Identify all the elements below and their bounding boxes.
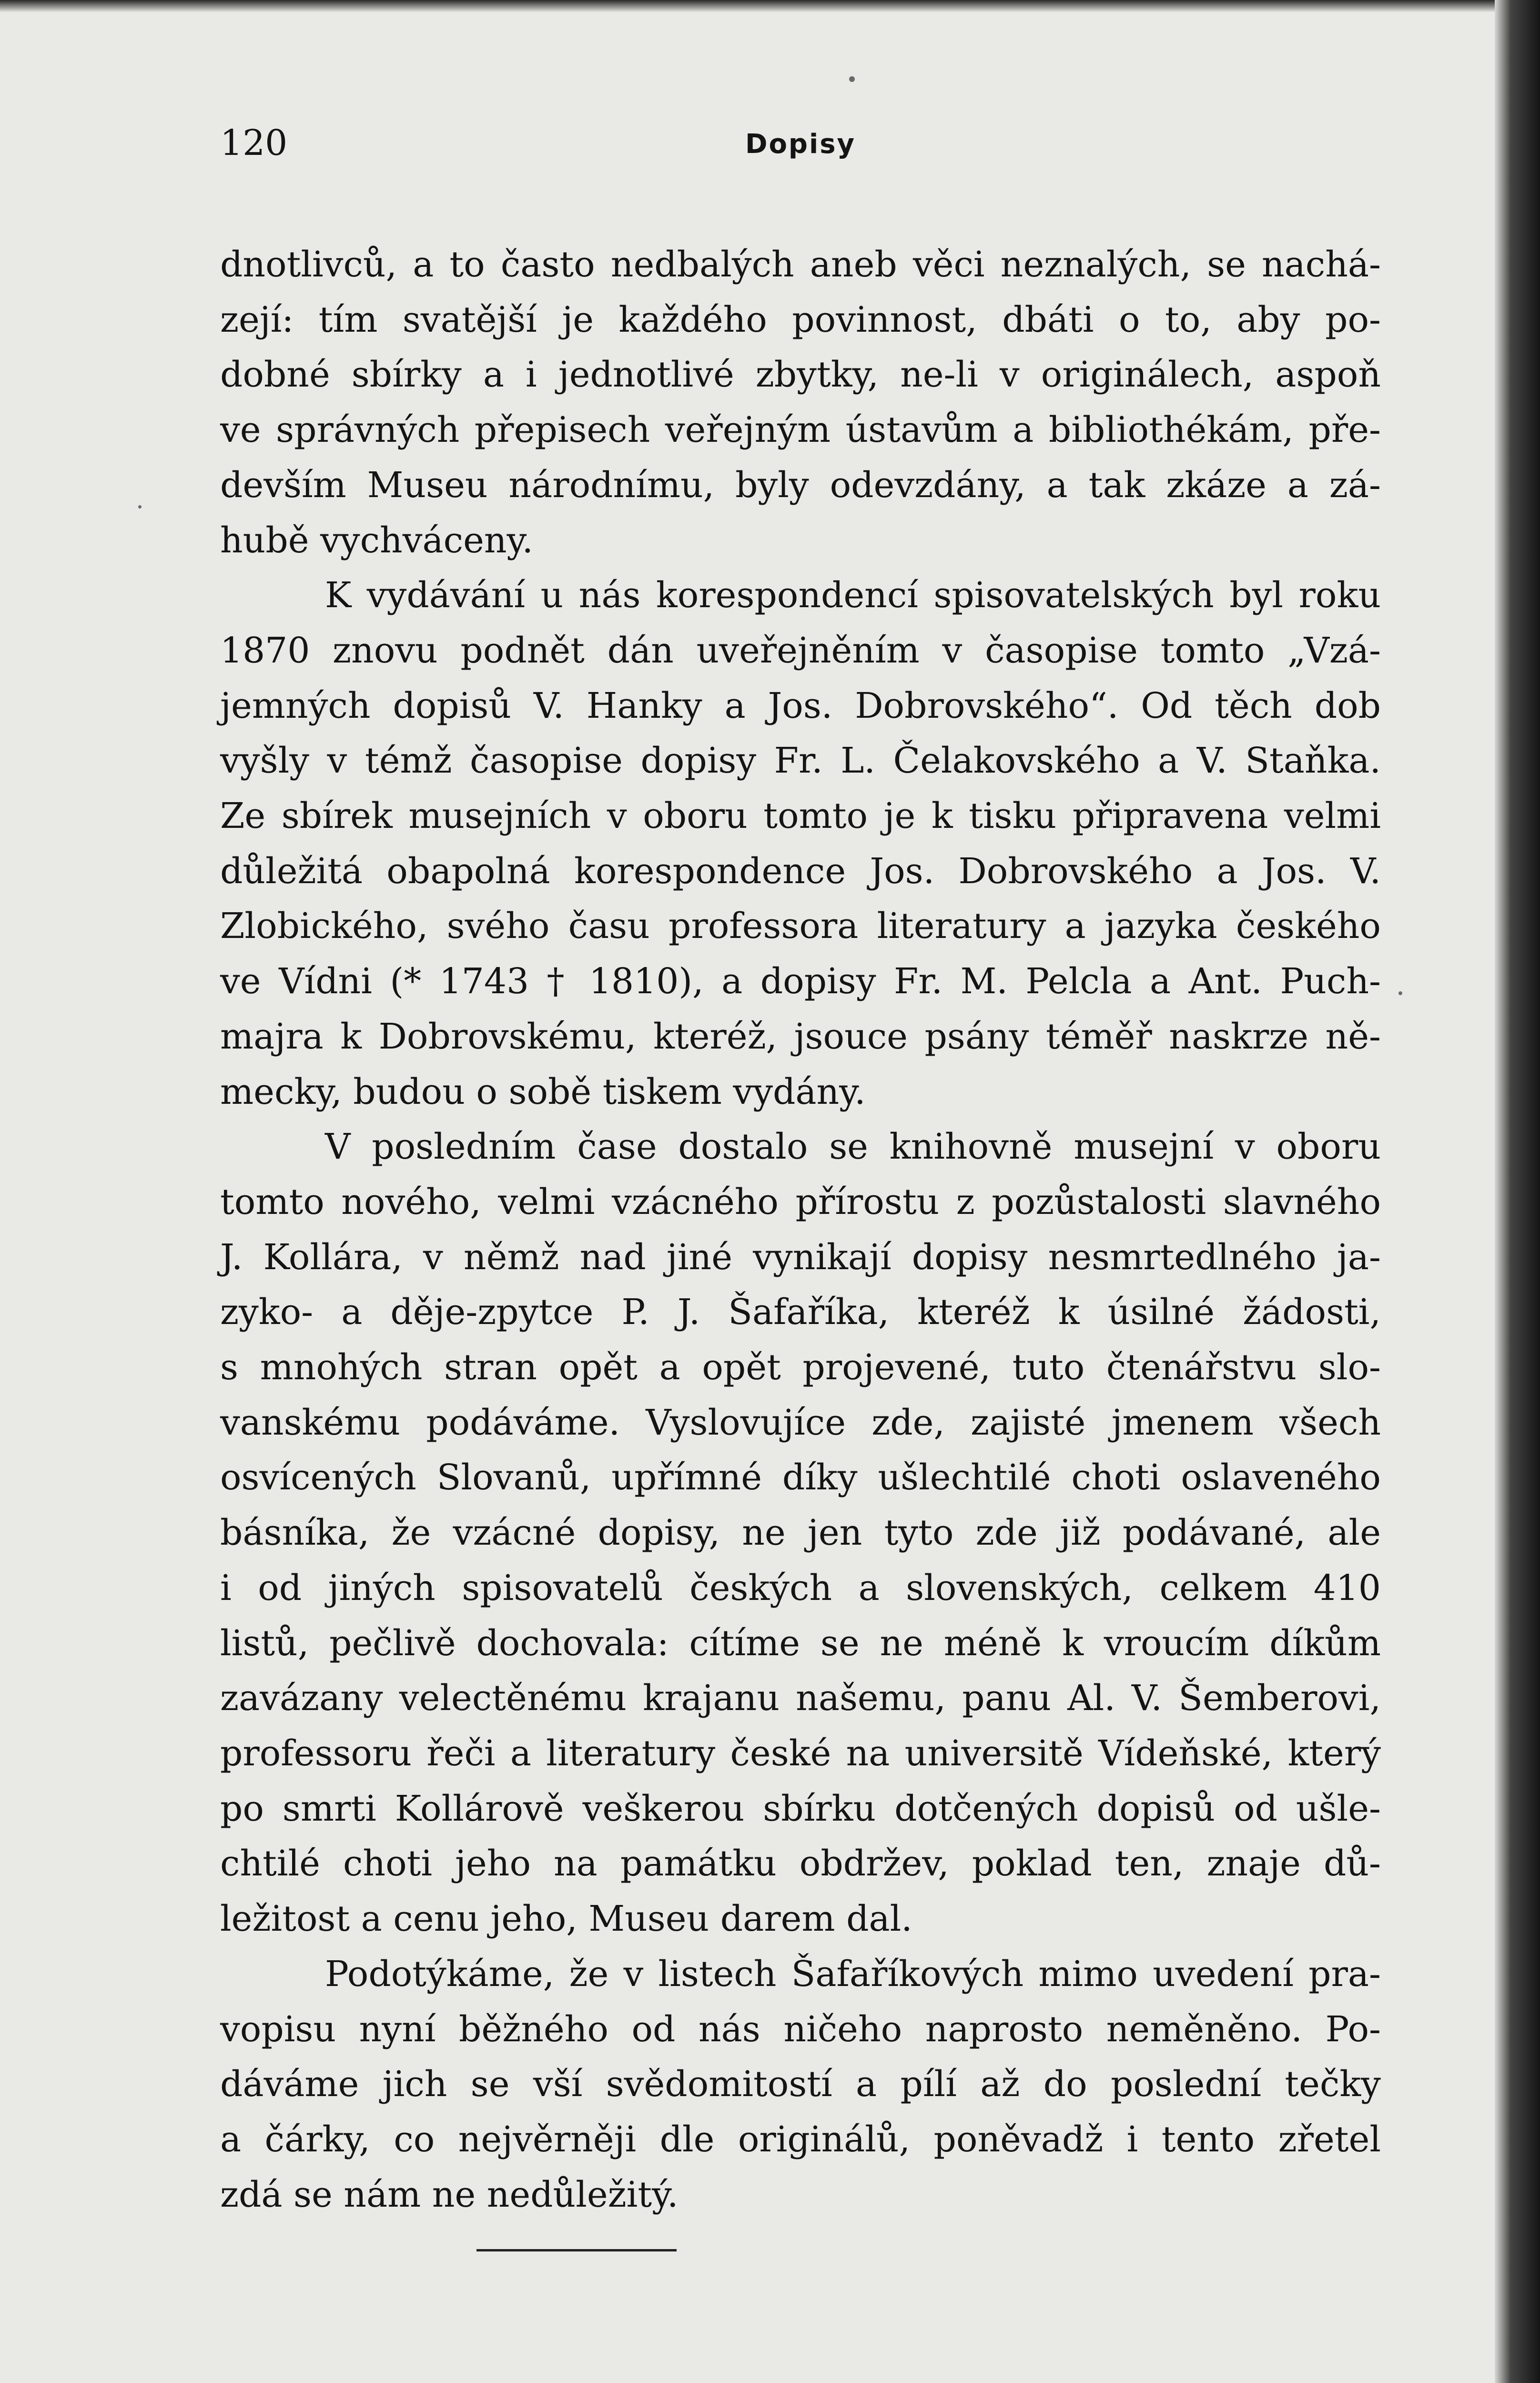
text-line: i od jiných spisovatelů českých a slovenských, celkem 410 — [220, 1567, 1381, 1609]
text-line: osvícených Slovanů, upřímné díky ušlechtilé choti oslaveného — [220, 1457, 1381, 1498]
dust-speck — [1398, 991, 1402, 995]
text-line: ve Vídni (* 1743 † 1810), a dopisy Fr. M. Pelcla a Ant. Puch- — [220, 961, 1381, 1002]
text-line: mecky, budou o sobě tiskem vydány. — [220, 1071, 866, 1112]
text-line: Podotýkáme, že v listech Šafaříkových mimo uvedení pra- — [325, 1953, 1381, 1995]
text-line: zejí: tím svatější je každého povinnost, dbáti o to, aby po- — [220, 299, 1381, 340]
dust-speck — [849, 76, 855, 82]
page-right-shadow — [1495, 0, 1540, 2383]
end-rule — [476, 2249, 677, 2251]
text-line: básníka, že vzácné dopisy, ne jen tyto zde již podávané, ale — [220, 1512, 1381, 1554]
paragraph-1 — [220, 237, 1381, 568]
paragraph-3 — [220, 1120, 1381, 1947]
page-top-shadow — [0, 0, 1540, 12]
text-line: dnotlivců, a to často nedbalých aneb věci neznalých, se nachá- — [220, 244, 1381, 285]
dust-speck — [138, 505, 142, 509]
running-title: Dopisy — [745, 129, 856, 160]
page-header — [220, 119, 1381, 181]
paragraph-2 — [220, 568, 1381, 1120]
text-line: hubě vychváceny. — [220, 519, 534, 561]
page-number: 120 — [220, 122, 288, 163]
text-line: zyko- a děje-zpytce P. J. Šafaříka, kteréž k úsilné žádosti, — [220, 1292, 1381, 1333]
text-line: zavázany velectěnému krajanu našemu, panu Al. V. Šemberovi, — [220, 1678, 1381, 1719]
text-line: jemných dopisů V. Hanky a Jos. Dobrovského“. Od těch dob — [220, 685, 1381, 726]
text-line: majra k Dobrovskému, kteréž, jsouce psány téměř naskrze ně- — [220, 1016, 1381, 1057]
text-line: ležitost a cenu jeho, Museu darem dal. — [220, 1898, 912, 1940]
text-line: K vydávání u nás korespondencí spisovatelských byl roku — [325, 575, 1381, 616]
text-line: vyšly v témž časopise dopisy Fr. L. Čelakovského a V. Staňka. — [220, 740, 1381, 782]
text-line: tomto nového, velmi vzácného přírostu z pozůstalosti slavného — [220, 1181, 1381, 1222]
text-line: důležitá obapolná korespondence Jos. Dobrovského a Jos. V. — [220, 850, 1381, 892]
text-line: Ze sbírek musejních v oboru tomto je k tisku připravena velmi — [220, 795, 1381, 837]
text-line: chtilé choti jeho na památku obdržev, poklad ten, znaje dů- — [220, 1843, 1381, 1884]
text-line: dobné sbírky a i jednotlivé zbytky, ne-li v originálech, aspoň — [220, 354, 1381, 396]
text-line: J. Kollára, v němž nad jiné vynikají dopisy nesmrtedlného ja- — [220, 1236, 1381, 1278]
page-content — [220, 119, 1381, 2222]
text-line: ve správných přepisech veřejným ústavům a bibliothékám, pře- — [220, 409, 1381, 451]
text-line: professoru řeči a literatury české na universitě Vídeňské, který — [220, 1732, 1381, 1774]
text-line: V posledním čase dostalo se knihovně musejní v oboru — [325, 1126, 1381, 1168]
text-line: vopisu nyní běžného od nás ničeho naprosto neměněno. Po- — [220, 2008, 1381, 2050]
text-line: listů, pečlivě dochovala: cítíme se ne méně k vroucím díkům — [220, 1622, 1381, 1664]
text-line: a čárky, co nejvěrněji dle originálů, poněvadž i tento zřetel — [220, 2118, 1381, 2160]
text-line: devším Museu národnímu, byly odevzdány, a tak zkáze a zá- — [220, 464, 1381, 506]
text-line: vanskému podáváme. Vyslovujíce zde, zajisté jmenem všech — [220, 1402, 1381, 1443]
text-line: zdá se nám ne nedůležitý. — [220, 2174, 679, 2215]
text-line: po smrti Kollárově veškerou sbírku dotčených dopisů od ušle- — [220, 1788, 1381, 1829]
text-line: dáváme jich se vší svědomitostí a pílí až do poslední tečky — [220, 2064, 1381, 2105]
body-text — [220, 237, 1381, 2222]
text-line: 1870 znovu podnět dán uveřejněním v časopise tomto „Vzá- — [220, 630, 1381, 671]
paragraph-4 — [220, 1947, 1381, 2223]
text-line: Zlobického, svého času professora literatury a jazyka českého — [220, 906, 1381, 947]
text-line: s mnohých stran opět a opět projevené, tuto čtenářstvu slo- — [220, 1347, 1381, 1388]
